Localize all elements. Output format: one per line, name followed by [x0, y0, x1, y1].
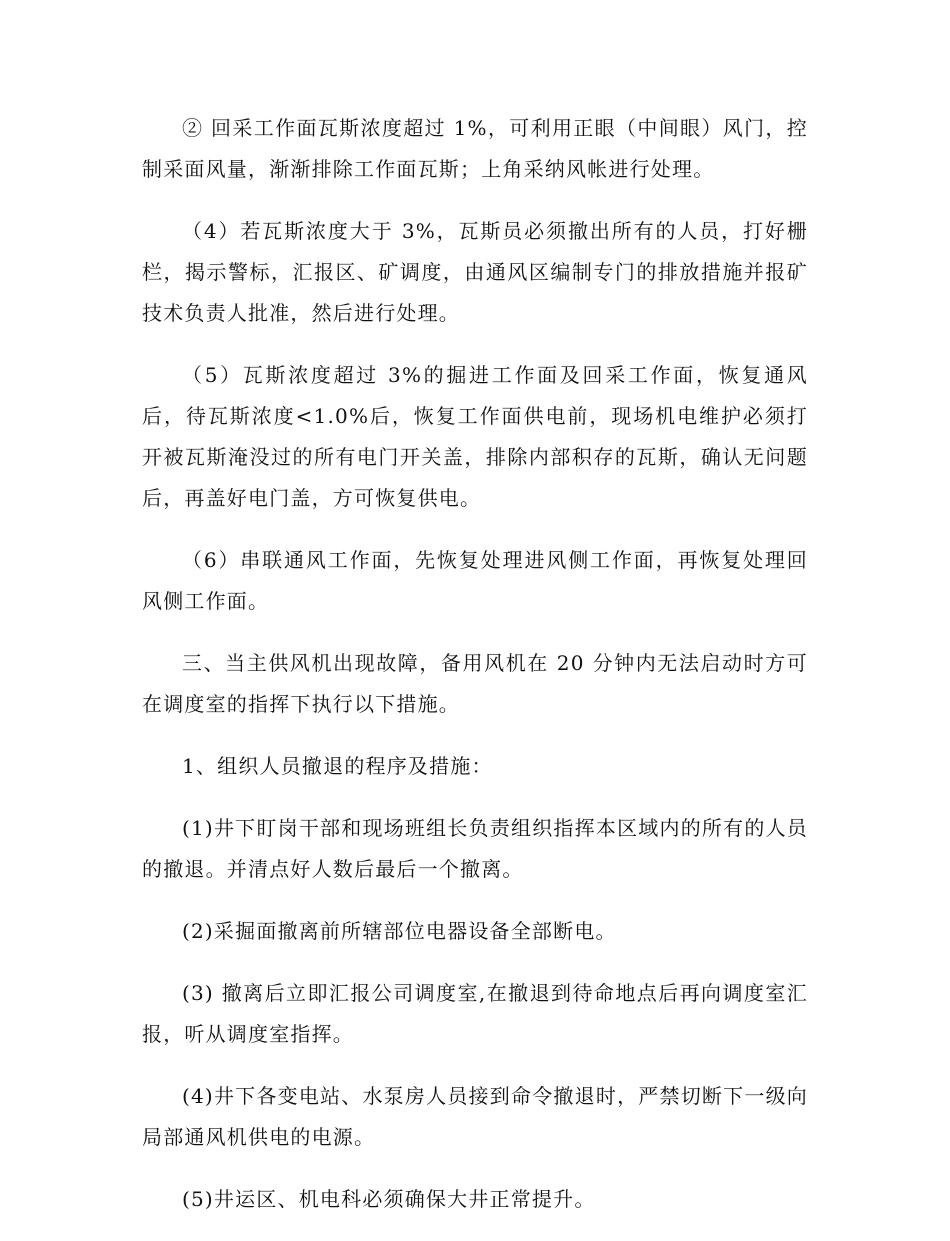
- paragraph-evacuation-heading: 1、组织人员撤退的程序及措施：: [182, 754, 493, 778]
- paragraph-restore-ventilation: （5）瓦斯浓度超过 3%的掘进工作面及回采工作面，恢复通风后，待瓦斯浓度<1.0%后，恢复工作面供电前，现场机电维护必须打开被瓦斯淹没过的所有电门开关盖，排除内部积存的瓦斯，确认无问题后，再盖好电门盖，方可恢复供电。: [142, 363, 808, 510]
- paragraph-evacuation-1: (1)井下盯岗干部和现场班组长负责组织指挥本区域内的所有的人员的撤退。并清点好人数后最后一个撤离。: [142, 816, 808, 881]
- paragraph-section-three: 三、当主供风机出现故障，备用风机在 20 分钟内无法启动时方可在调度室的指挥下执行以下措施。: [142, 651, 808, 716]
- paragraph-gas-over-3-percent: （4）若瓦斯浓度大于 3%，瓦斯员必须撤出所有的人员，打好栅栏，揭示警标，汇报区、矿调度，由通风区编制专门的排放措施并报矿技术负责人批准，然后进行处理。: [142, 219, 808, 325]
- paragraph-series-ventilation: （6）串联通风工作面，先恢复处理进风侧工作面，再恢复处理回风侧工作面。: [142, 548, 808, 613]
- paragraph-return-face-gas: ② 回采工作面瓦斯浓度超过 1%，可利用正眼（中间眼）风门，控制采面风量，渐渐排除工作面瓦斯；上角采纳风帐进行处理。: [142, 116, 808, 181]
- paragraph-evacuation-5: (5)井运区、机电科必须确保大井正常提升。: [182, 1187, 596, 1211]
- paragraph-evacuation-3: (3) 撤离后立即汇报公司调度室,在撤退到待命地点后再向调度室汇报，听从调度室指挥。: [142, 981, 808, 1046]
- paragraph-evacuation-4: (4)井下各变电站、水泵房人员接到命令撤退时，严禁切断下一级向局部通风机供电的电源。: [142, 1084, 808, 1149]
- document-body: [142, 108, 808, 1241]
- paragraph-evacuation-2: (2)采掘面撤离前所辖部位电器设备全部断电。: [182, 919, 617, 943]
